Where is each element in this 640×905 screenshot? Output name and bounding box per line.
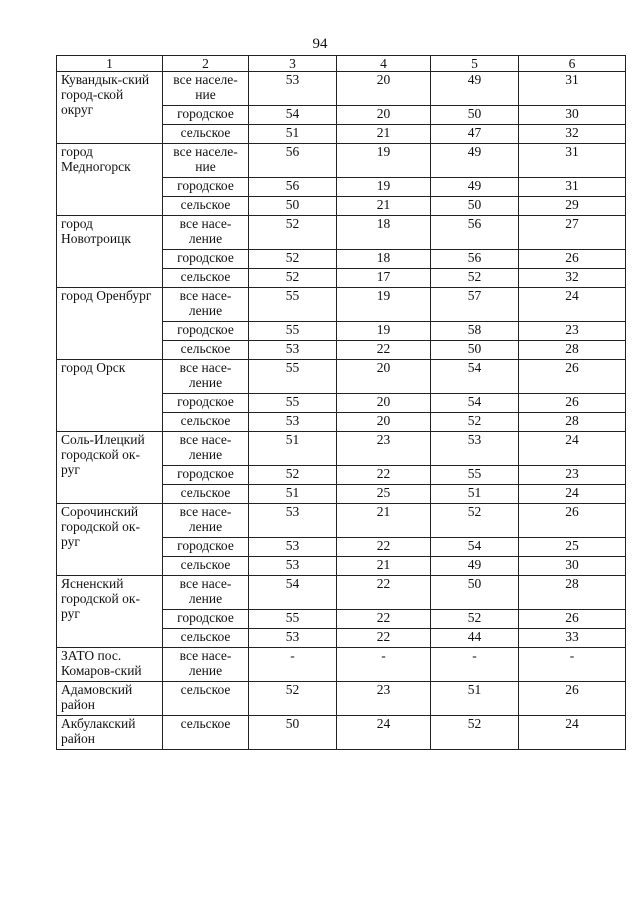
- value-cell: 28: [519, 413, 626, 432]
- value-cell: 26: [519, 360, 626, 394]
- value-cell: 24: [519, 288, 626, 322]
- value-cell: 31: [519, 72, 626, 106]
- population-type-cell: сельское: [163, 125, 249, 144]
- territory-cell: город Новотроицк: [57, 216, 163, 288]
- value-cell: 49: [431, 557, 519, 576]
- value-cell: 55: [431, 466, 519, 485]
- value-cell: 57: [431, 288, 519, 322]
- value-cell: 54: [431, 538, 519, 557]
- value-cell: 21: [337, 197, 431, 216]
- table-row: [57, 288, 626, 322]
- value-cell: 17: [337, 269, 431, 288]
- value-cell: 22: [337, 341, 431, 360]
- population-type-cell: сельское: [163, 341, 249, 360]
- value-cell: 32: [519, 269, 626, 288]
- value-cell: 24: [519, 432, 626, 466]
- value-cell: 29: [519, 197, 626, 216]
- territory-cell: Кувандык-ский город-ской округ: [57, 72, 163, 144]
- value-cell: 26: [519, 504, 626, 538]
- population-type-cell: городское: [163, 610, 249, 629]
- value-cell: 21: [337, 557, 431, 576]
- table-row: [57, 576, 626, 610]
- value-cell: 20: [337, 360, 431, 394]
- value-cell: 26: [519, 610, 626, 629]
- value-cell: 22: [337, 576, 431, 610]
- population-type-cell: городское: [163, 394, 249, 413]
- header-row: [57, 56, 626, 72]
- value-cell: 49: [431, 178, 519, 197]
- value-cell: 23: [337, 682, 431, 716]
- territory-cell: Адамовский район: [57, 682, 163, 716]
- value-cell: 32: [519, 125, 626, 144]
- value-cell: 53: [431, 432, 519, 466]
- value-cell: 23: [519, 322, 626, 341]
- population-type-cell: все насе-ление: [163, 288, 249, 322]
- table-row: [57, 72, 626, 106]
- value-cell: 54: [431, 394, 519, 413]
- value-cell: 55: [249, 288, 337, 322]
- table-row: [57, 360, 626, 394]
- value-cell: 50: [249, 716, 337, 750]
- value-cell: 19: [337, 178, 431, 197]
- value-cell: 26: [519, 394, 626, 413]
- population-type-cell: сельское: [163, 413, 249, 432]
- value-cell: 20: [337, 394, 431, 413]
- value-cell: 52: [249, 466, 337, 485]
- value-cell: 25: [337, 485, 431, 504]
- population-type-cell: сельское: [163, 682, 249, 716]
- value-cell: 52: [249, 269, 337, 288]
- value-cell: 58: [431, 322, 519, 341]
- value-cell: 52: [431, 716, 519, 750]
- value-cell: 51: [249, 485, 337, 504]
- value-cell: 20: [337, 72, 431, 106]
- value-cell: 24: [519, 485, 626, 504]
- value-cell: 27: [519, 216, 626, 250]
- value-cell: 47: [431, 125, 519, 144]
- territory-cell: Акбулакский район: [57, 716, 163, 750]
- value-cell: 18: [337, 250, 431, 269]
- value-cell: 54: [431, 360, 519, 394]
- value-cell: 52: [249, 250, 337, 269]
- value-cell: 55: [249, 322, 337, 341]
- table-row: [57, 648, 626, 682]
- value-cell: 22: [337, 610, 431, 629]
- population-type-cell: все насе-ление: [163, 360, 249, 394]
- value-cell: 25: [519, 538, 626, 557]
- value-cell: 21: [337, 125, 431, 144]
- territory-cell: Ясненский городской ок-руг: [57, 576, 163, 648]
- column-header: 4: [337, 56, 431, 72]
- population-type-cell: сельское: [163, 197, 249, 216]
- value-cell: 31: [519, 144, 626, 178]
- population-type-cell: городское: [163, 322, 249, 341]
- value-cell: 22: [337, 538, 431, 557]
- population-type-cell: городское: [163, 178, 249, 197]
- value-cell: 19: [337, 144, 431, 178]
- value-cell: 50: [431, 341, 519, 360]
- table-body: [57, 72, 626, 750]
- value-cell: 53: [249, 538, 337, 557]
- value-cell: 55: [249, 360, 337, 394]
- value-cell: 23: [519, 466, 626, 485]
- table-row: [57, 716, 626, 750]
- population-type-cell: городское: [163, 250, 249, 269]
- value-cell: 26: [519, 682, 626, 716]
- value-cell: 18: [337, 216, 431, 250]
- value-cell: 24: [337, 716, 431, 750]
- value-cell: 53: [249, 504, 337, 538]
- population-type-cell: все населе-ние: [163, 72, 249, 106]
- column-header: 5: [431, 56, 519, 72]
- value-cell: 30: [519, 106, 626, 125]
- value-cell: 31: [519, 178, 626, 197]
- value-cell: 56: [431, 250, 519, 269]
- population-type-cell: все насе-ление: [163, 216, 249, 250]
- value-cell: 20: [337, 106, 431, 125]
- value-cell: 51: [249, 125, 337, 144]
- table-row: [57, 432, 626, 466]
- territory-cell: город Медногорск: [57, 144, 163, 216]
- value-cell: 28: [519, 576, 626, 610]
- population-type-cell: все насе-ление: [163, 504, 249, 538]
- column-header: 1: [57, 56, 163, 72]
- value-cell: -: [249, 648, 337, 682]
- value-cell: -: [519, 648, 626, 682]
- value-cell: 22: [337, 629, 431, 648]
- value-cell: 19: [337, 322, 431, 341]
- value-cell: 52: [431, 610, 519, 629]
- value-cell: 50: [431, 576, 519, 610]
- value-cell: 22: [337, 466, 431, 485]
- value-cell: 55: [249, 610, 337, 629]
- value-cell: 52: [431, 413, 519, 432]
- population-type-cell: все насе-ление: [163, 432, 249, 466]
- value-cell: 24: [519, 716, 626, 750]
- value-cell: 28: [519, 341, 626, 360]
- population-type-cell: сельское: [163, 269, 249, 288]
- territory-cell: город Орск: [57, 360, 163, 432]
- value-cell: 49: [431, 144, 519, 178]
- value-cell: 49: [431, 72, 519, 106]
- value-cell: 50: [249, 197, 337, 216]
- territory-cell: ЗАТО пос. Комаров-ский: [57, 648, 163, 682]
- population-type-cell: все насе-ление: [163, 648, 249, 682]
- table-row: [57, 216, 626, 250]
- table-row: [57, 504, 626, 538]
- value-cell: 52: [249, 682, 337, 716]
- territory-cell: город Оренбург: [57, 288, 163, 360]
- statistics-table: [56, 55, 626, 750]
- value-cell: 44: [431, 629, 519, 648]
- value-cell: 33: [519, 629, 626, 648]
- population-type-cell: все населе-ние: [163, 144, 249, 178]
- value-cell: -: [337, 648, 431, 682]
- value-cell: 52: [249, 216, 337, 250]
- population-type-cell: сельское: [163, 629, 249, 648]
- population-type-cell: все насе-ление: [163, 576, 249, 610]
- value-cell: 55: [249, 394, 337, 413]
- value-cell: 19: [337, 288, 431, 322]
- value-cell: 50: [431, 106, 519, 125]
- value-cell: 54: [249, 576, 337, 610]
- value-cell: 51: [431, 682, 519, 716]
- population-type-cell: сельское: [163, 716, 249, 750]
- population-type-cell: городское: [163, 538, 249, 557]
- column-header: 2: [163, 56, 249, 72]
- column-header: 6: [519, 56, 626, 72]
- value-cell: -: [431, 648, 519, 682]
- table-row: [57, 682, 626, 716]
- population-type-cell: городское: [163, 106, 249, 125]
- value-cell: 50: [431, 197, 519, 216]
- value-cell: 23: [337, 432, 431, 466]
- value-cell: 20: [337, 413, 431, 432]
- value-cell: 51: [249, 432, 337, 466]
- page-number: 94: [312, 36, 328, 52]
- value-cell: 53: [249, 413, 337, 432]
- value-cell: 54: [249, 106, 337, 125]
- population-type-cell: городское: [163, 466, 249, 485]
- value-cell: 53: [249, 629, 337, 648]
- value-cell: 52: [431, 269, 519, 288]
- value-cell: 56: [431, 216, 519, 250]
- value-cell: 21: [337, 504, 431, 538]
- population-type-cell: сельское: [163, 557, 249, 576]
- table-row: [57, 144, 626, 178]
- value-cell: 53: [249, 72, 337, 106]
- value-cell: 56: [249, 144, 337, 178]
- value-cell: 51: [431, 485, 519, 504]
- value-cell: 30: [519, 557, 626, 576]
- value-cell: 56: [249, 178, 337, 197]
- value-cell: 53: [249, 557, 337, 576]
- value-cell: 52: [431, 504, 519, 538]
- value-cell: 26: [519, 250, 626, 269]
- territory-cell: Сорочинский городской ок-руг: [57, 504, 163, 576]
- population-type-cell: сельское: [163, 485, 249, 504]
- column-header: 3: [249, 56, 337, 72]
- territory-cell: Соль-Илецкий городской ок-руг: [57, 432, 163, 504]
- value-cell: 53: [249, 341, 337, 360]
